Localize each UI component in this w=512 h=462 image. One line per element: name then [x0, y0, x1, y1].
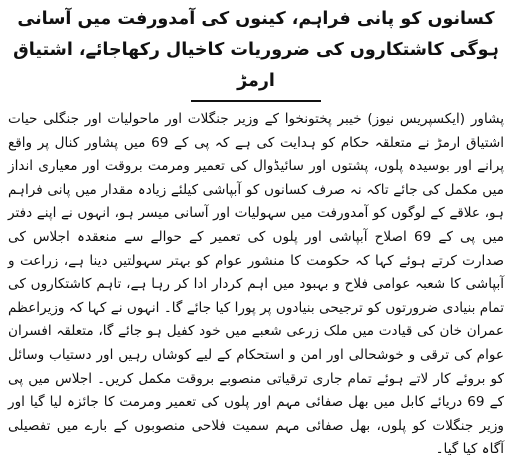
article-body: پشاور (ایکسپریس نیوز) خیبر پختونخوا کے وزیر جنگلات اور ماحولیات اور جنگلی حیات اشتیاق ارمڑ نے متعلقہ حکام کو ہدایت کی ہے کہ پی کے 69 میں پشاور کنال پر واقع پرانے اور بوسیدہ پلوں، پشتوں اور سائیڈوال کی تعمیر ومرمت بروقت اور معیاری انداز میں مکمل کی جائے تاکہ نہ صرف کسانوں کو آبپاشی کیلئے زیادہ مقدار میں پانی فراہم ہو، علاقے کے لوگوں کو آمدورفت میں سہولیات اور آسانی میسر ہو، انہوں نے اپنے دفتر میں پی کے 69 اصلاح آبپاشی اور پلوں کی تعمیر کے حوالے سے منعقدہ اجلاس کی صدارت کرتے ہوئے کہا کہ حکومت کا منشور عوام کو بہتر سہولتیں دینا ہے، زراعت و آبپاشی کا شعبہ عوامی فلاح و بہبود میں اہم کردار ادا کر رہا ہے، تاہم کاشتکاروں کی تمام بنیادی ضرورتوں کو ترجیحی بنیادوں پر پورا کیا جائے گا۔ انہوں نے کہا کہ وزیراعظم عمران خان کی قیادت میں ملک زرعی شعبے میں خود کفیل ہو جائے گا، متعلقہ افسران عوام کی ترقی و خوشحالی اور امن و استحکام کے لیے کوشاں رہیں اور دستیاب وسائل کو بروئے کار لاتے ہوئے تمام جاری ترقیاتی منصوبے بروقت مکمل کریں۔ اجلاس میں پی کے 69 دریائے کابل میں بھل صفائی مہم اور پلوں کی تعمیر ومرمت کا جائزہ لیا گیا اور وزیر جنگلات کو پلوں، بھل صفائی مہم سمیت فلاحی منصوبوں کے بارے میں تفصیلی آگاہ کیا گیا۔ — [8, 111, 505, 458]
article-headline: کسانوں کو پانی فراہم، کینوں کی آمدورفت میں آسانی ہوگی کاشتکاروں کی ضروریات کاخیال رکھاجائے، اشتیاق ارمڑ — [13, 9, 499, 91]
headline-divider — [191, 100, 321, 102]
